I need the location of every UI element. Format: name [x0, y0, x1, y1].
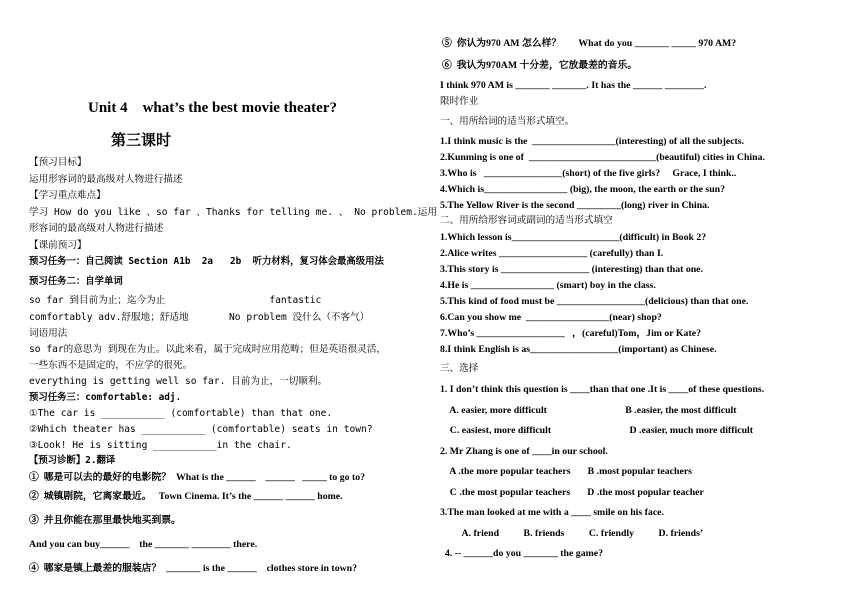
diagnosis-heading: 【预习诊断】2.翻译	[29, 455, 116, 466]
question-line: 4. -- ______do you _______ the game?	[440, 548, 604, 559]
section-heading: 二、用所给形容词或副词的适当形式填空	[440, 215, 613, 226]
exercise-line: ②Which theater has ___________ (comfortable) seats in town?	[29, 424, 373, 435]
section-heading: 【课前预习】	[29, 240, 87, 251]
option-line: A .the more popular teachers B .most popular teachers	[440, 466, 692, 477]
option-line: C. easiest, more difficult D .easier, much more difficult	[440, 425, 754, 436]
question-line: 2. Mr Zhang is one of ____in our school.	[440, 446, 608, 457]
section-heading: 【学习重点难点】	[29, 190, 106, 201]
option-line: C .the most popular teachers D .the most popular teacher	[440, 487, 704, 498]
translation-line: ⑥ 我认为970AM 十分差，它放最差的音乐。	[442, 60, 638, 71]
question-line: 4.Which is_________________ (big), the moon, the earth or the sun?	[440, 184, 726, 195]
usage-heading: 词语用法	[29, 328, 68, 339]
unit-title: Unit 4 what’s the best movie theater?	[88, 100, 337, 116]
translation-line: I think 970 AM is _______ _______. It has the ______ ________.	[440, 80, 707, 91]
question-line: 4.He is _________________ (smart) boy in the class.	[440, 280, 656, 291]
translation-line: ④ 哪家是镇上最差的服装店？ _______ is the ______ clothes store in town?	[29, 563, 358, 574]
question-line: 2.Alice writes __________________ (carefully) than I.	[440, 248, 664, 259]
question-line: 3.This story is __________________ (interesting) than that one.	[440, 264, 703, 275]
exercise-line: ①The car is ___________ (comfortable) than that one.	[29, 408, 333, 419]
question-line: 1.Which lesson is______________________(difficult) in Book 2?	[440, 232, 707, 243]
option-line: A. easier, more difficult B .easier, the most difficult	[440, 405, 737, 416]
text-line: 一些东西不是固定的，不应学的很死。	[29, 360, 193, 371]
right-column	[430, 0, 860, 608]
task-two: 预习任务二：自学单词	[29, 276, 123, 287]
question-line: 8.I think English is as__________________(important) as Chinese.	[440, 344, 717, 355]
homework-heading: 限时作业	[440, 96, 479, 107]
question-line: 3.The man looked at me with a ____ smile on his face.	[440, 507, 664, 518]
text-line: so far的意思为 到现在为止。以此来看，属于完成时应用范畴；但是英语很灵活，	[29, 344, 387, 355]
text-line: 运用形容词的最高级对人物进行描述	[29, 174, 183, 185]
exercise-line: ③Look! He is sitting ___________in the chair.	[29, 440, 292, 451]
section-heading: 三、选择	[440, 363, 479, 374]
translation-line: ② 城镇剧院，它离家最近。 Town Cinema. It’s the ______ ______ home.	[29, 491, 343, 502]
text-line: 学习 How do you like 、so far 、Thanks for telling me. 、 No problem.运用	[29, 207, 437, 218]
translation-line: ⑤ 你认为970 AM 怎么样？ What do you _______ _____ 970 AM?	[442, 38, 737, 49]
vocab-line: so far 到目前为止；迄今为止 fantastic	[29, 295, 322, 306]
translation-line: And you can buy______ the _______ ________ there.	[29, 539, 258, 550]
task-one: 预习任务一：自己阅读 Section A1b 2a 2b 听力材料，复习体会最高级用法	[29, 256, 384, 267]
vocab-line: comfortably adv.舒服地；舒适地 No problem 没什么（不客气）	[29, 312, 370, 323]
example-line: everything is getting well so far. 目前为止，一切顺利。	[29, 376, 328, 387]
question-line: 5.The Yellow River is the second _________(long) river in China.	[440, 200, 710, 211]
translation-line: ③ 并且你能在那里最快地买到票。	[29, 515, 181, 526]
question-line: 6.Can you show me _________________(near) shop?	[440, 312, 662, 323]
translation-line: ① 哪是可以去的最好的电影院？ What is the ______ ______ _____ to go to?	[29, 472, 366, 483]
question-line: 5.This kind of food must be __________________(delicious) than that one.	[440, 296, 749, 307]
option-line: A. friend B. friends C. friendly D. friends’	[440, 528, 704, 539]
question-line: 1. I don’t think this question is ____than that one .It is ____of these questions.	[440, 384, 765, 395]
text-line: 形容词的最高级对人物进行描述	[29, 223, 164, 234]
section-heading: 一、用所给词的适当形式填空。	[440, 116, 575, 127]
question-line: 1.I think music is the _________________(interesting) of all the subjects.	[440, 136, 745, 147]
question-line: 2.Kunming is one of __________________________(beautiful) cities in China.	[440, 152, 765, 163]
question-line: 3.Who is ________________(short) of the five girls? Grace, I think..	[440, 168, 737, 179]
question-line: 7.Who’s __________________ ，(careful)Tom，Jim or Kate?	[440, 328, 701, 339]
section-heading: 【预习目标】	[29, 157, 87, 168]
task-three: 预习任务三：comfortable: adj.	[29, 392, 182, 403]
lesson-subtitle: 第三课时	[111, 131, 172, 149]
